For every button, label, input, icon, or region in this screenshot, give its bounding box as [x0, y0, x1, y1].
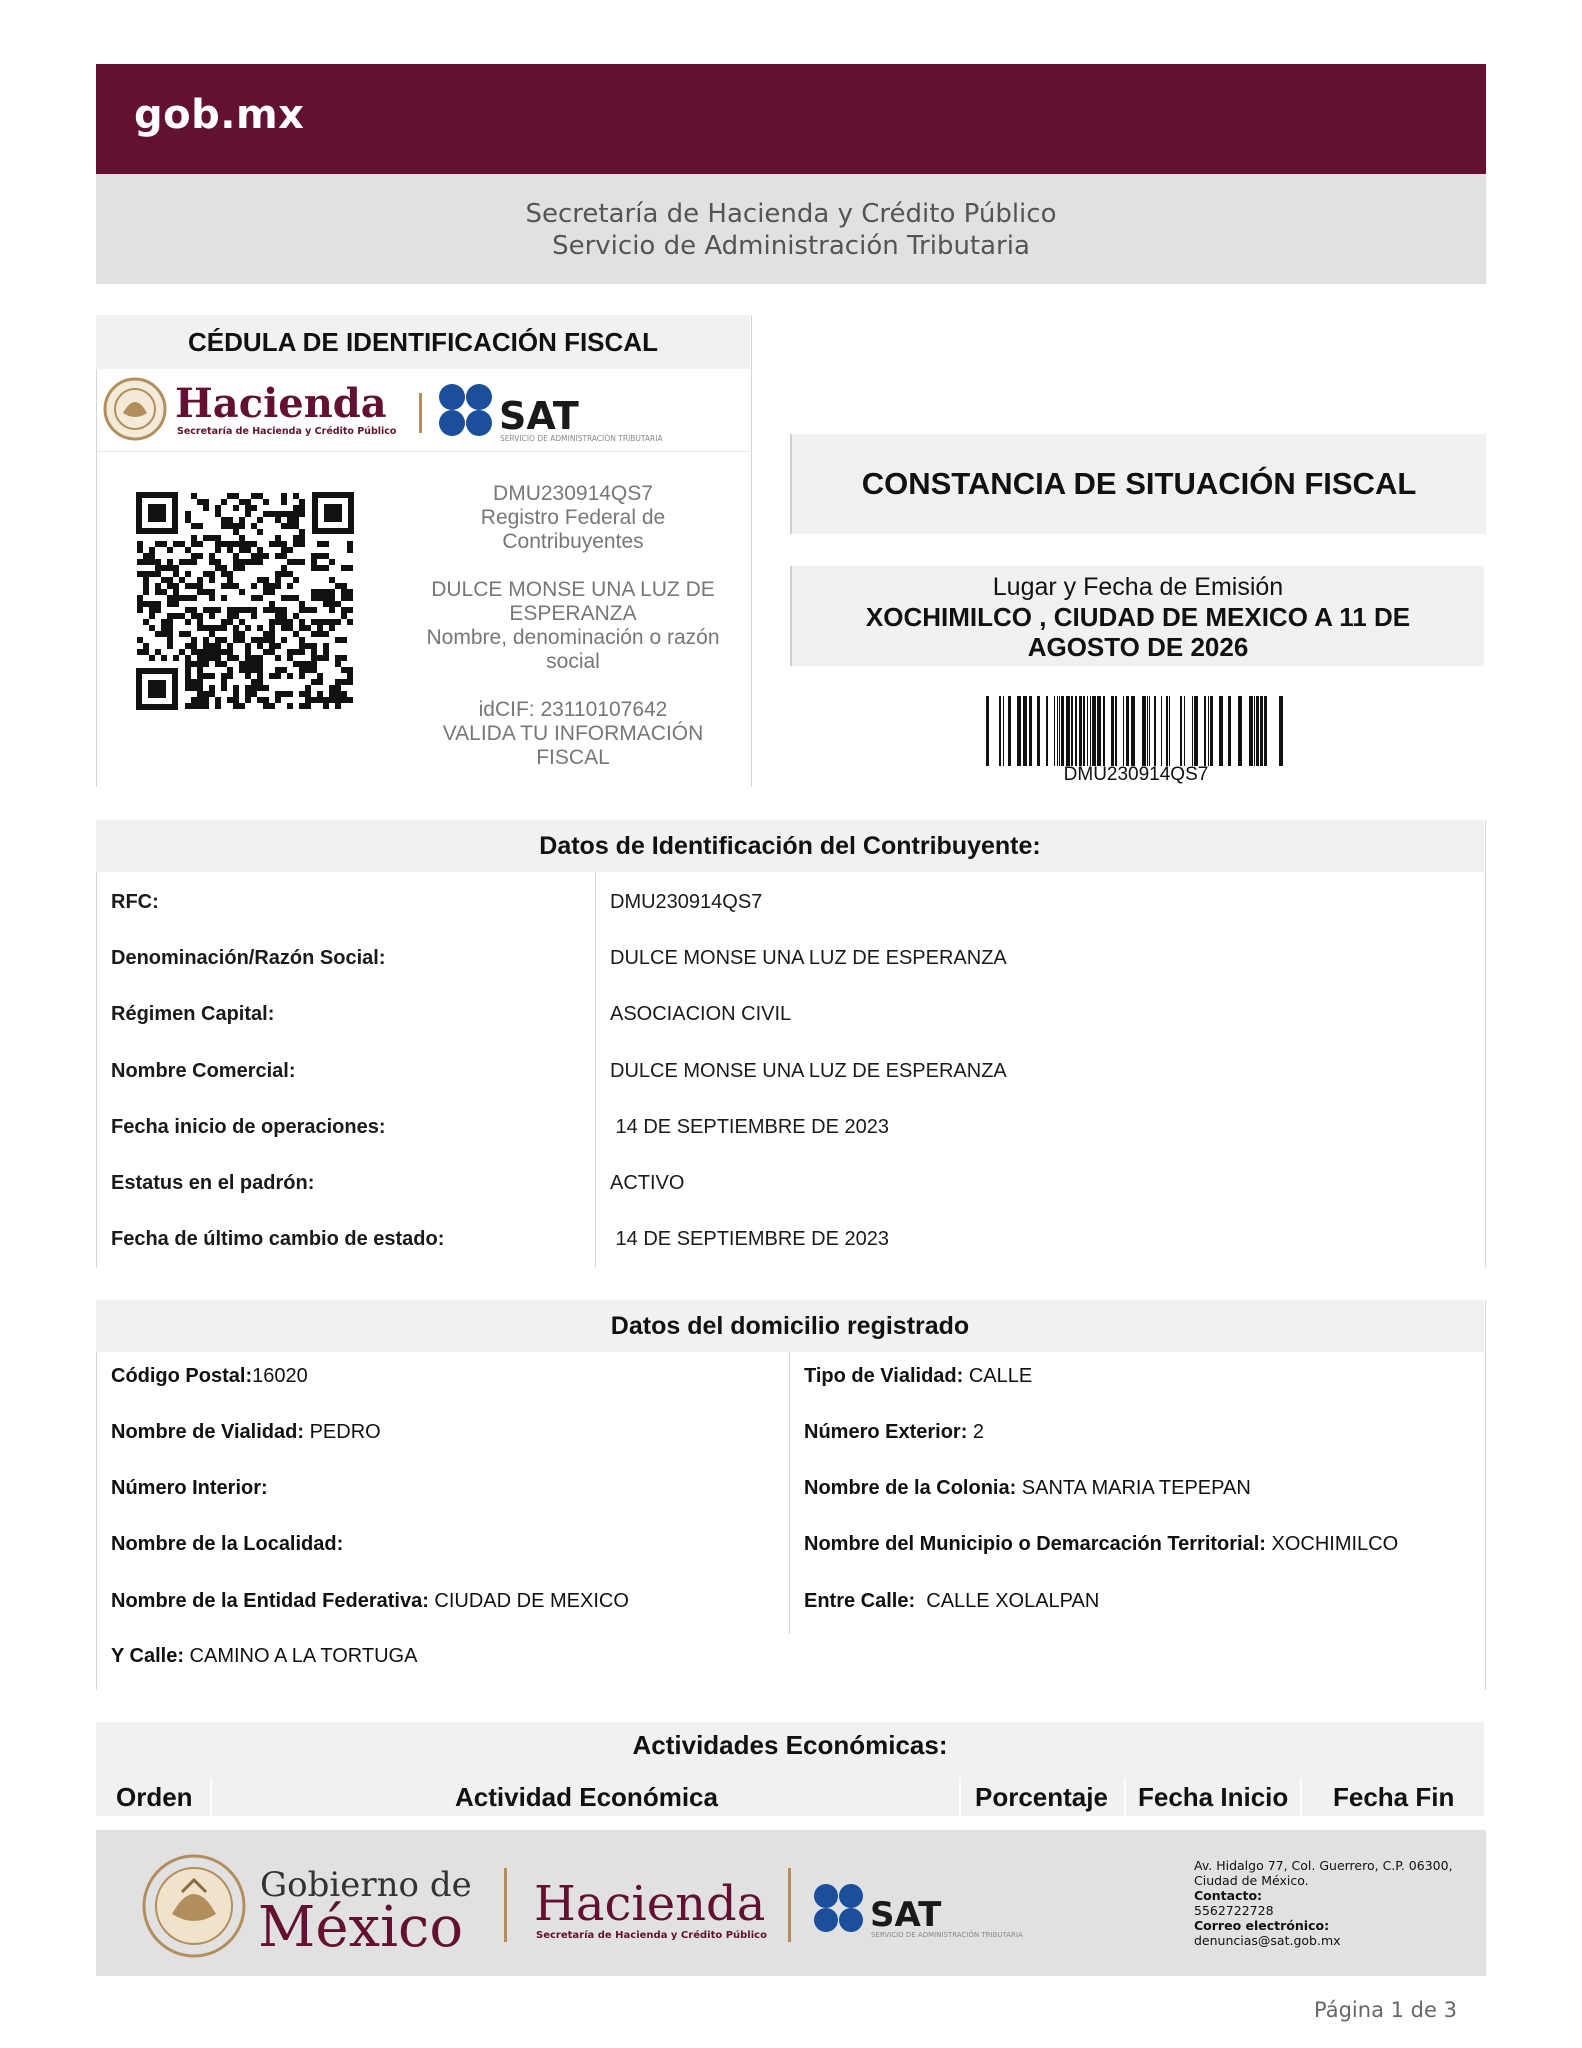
footer-contacto: 5562722728: [1194, 1903, 1274, 1918]
id-label: Régimen Capital:: [111, 1003, 275, 1025]
id-label: Nombre Comercial:: [111, 1060, 296, 1082]
id-row-rfc: [111, 874, 1471, 930]
dom-codigo-postal: Código Postal:16020: [111, 1365, 308, 1387]
gob-mx-logo: gob.mx: [134, 92, 305, 138]
gobierno-line1: Gobierno de: [260, 1865, 472, 1905]
cedula-title: CÉDULA DE IDENTIFICACIÓN FISCAL: [96, 315, 750, 369]
cedula-name: DULCE MONSE UNA LUZ DE ESPERANZA: [431, 578, 715, 625]
col-orden: Orden: [116, 1782, 193, 1812]
sat-logo-text: SAT: [499, 394, 579, 438]
barcode-text: DMU230914QS7: [1063, 764, 1209, 785]
footer-address-line2: Ciudad de México.: [1194, 1873, 1309, 1888]
footer-correo-label: Correo electrónico:: [1194, 1918, 1330, 1933]
dom-tipo-vialidad: Tipo de Vialidad: CALLE: [804, 1365, 1033, 1387]
dom-colonia: Nombre de la Colonia: SANTA MARIA TEPEPAN: [804, 1477, 1251, 1499]
hacienda-logo-text: Hacienda: [175, 380, 387, 427]
footer-contact: [1194, 1858, 1474, 1948]
qr-code: [136, 492, 354, 710]
barcode: [986, 696, 1286, 766]
cedula-rfc: DMU230914QS7: [493, 482, 653, 505]
sat-logo-icon: [439, 384, 492, 436]
national-seal-icon: [105, 379, 165, 439]
id-label: Estatus en el padrón:: [111, 1172, 315, 1194]
qr-finder-top-left: [136, 492, 178, 534]
domicilio-title: Datos del domicilio registrado: [96, 1300, 1484, 1352]
id-row-regimen: [111, 986, 1471, 1042]
footer-sat: SAT: [870, 1895, 942, 1935]
col-actividad: Actividad Económica: [455, 1782, 718, 1812]
lugar-label: Lugar y Fecha de Emisión: [992, 573, 1284, 601]
constancia-title: CONSTANCIA DE SITUACIÓN FISCAL: [790, 434, 1486, 534]
id-value: ACTIVO: [610, 1172, 685, 1194]
id-label: RFC:: [111, 891, 159, 913]
col-fecha-fin: Fecha Fin: [1333, 1782, 1455, 1812]
id-label: Fecha de último cambio de estado:: [111, 1228, 445, 1250]
id-row-nombre-comercial: [111, 1043, 1471, 1099]
col-separator: [1124, 1778, 1126, 1816]
col-separator: [1300, 1778, 1302, 1816]
gob-header-bar: [96, 64, 1486, 174]
dom-numero-interior: Número Interior:: [111, 1477, 268, 1499]
footer-contacto-label: Contacto:: [1194, 1888, 1263, 1903]
secretaria-name: Secretaría de Hacienda y Crédito Público: [525, 199, 1057, 229]
dom-numero-exterior: Número Exterior: 2: [804, 1421, 985, 1443]
dom-y-calle: Y Calle: CAMINO A LA TORTUGA: [111, 1645, 418, 1667]
gobierno-line2: México: [258, 1895, 464, 1960]
footer-sat-icon: [814, 1884, 863, 1932]
footer-logos: [96, 1830, 1196, 1976]
domicilio-divider: [789, 1352, 790, 1634]
id-value: DULCE MONSE UNA LUZ DE ESPERANZA: [610, 1060, 1007, 1082]
col-separator: [959, 1778, 961, 1816]
qr-finder-bottom-left: [136, 668, 178, 710]
qr-finder-top-right: [312, 492, 354, 534]
cedula-name-caption: Nombre, denominación o razón social: [426, 626, 720, 673]
footer-address-line1: Av. Hidalgo 77, Col. Guerrero, C.P. 06300,: [1194, 1858, 1453, 1873]
id-row-ultimo-cambio: [111, 1211, 1471, 1267]
page-number: Página 1 de 3: [1314, 1998, 1457, 2022]
id-row-fecha-inicio: [111, 1099, 1471, 1155]
id-row-estatus: [111, 1155, 1471, 1211]
sat-logo-sub: SERVICIO DE ADMINISTRACIÓN TRIBUTARIA: [500, 434, 663, 443]
cedula-valida[interactable]: VALIDA TU INFORMACIÓN FISCAL: [442, 722, 704, 769]
dom-entre-calle: Entre Calle: CALLE XOLALPAN: [804, 1590, 1100, 1612]
dom-municipio: Nombre del Municipio o Demarcación Territorial: XOCHIMILCO: [804, 1533, 1399, 1555]
footer-sat-sub: SERVICIO DE ADMINISTRACIÓN TRIBUTARIA: [871, 1931, 1023, 1939]
id-value: 14 DE SEPTIEMBRE DE 2023: [610, 1228, 890, 1250]
footer-correo[interactable]: denuncias@sat.gob.mx: [1194, 1933, 1341, 1948]
id-label: Denominación/Razón Social:: [111, 947, 386, 969]
lugar-value-line1: XOCHIMILCO , CIUDAD DE MEXICO A 11 DE: [865, 602, 1411, 632]
col-porcentaje: Porcentaje: [975, 1782, 1108, 1812]
servicio-name: Servicio de Administración Tributaria: [552, 231, 1030, 261]
footer-hacienda-sub: Secretaría de Hacienda y Crédito Público: [536, 1930, 767, 1941]
hacienda-sat-logos: [97, 369, 749, 451]
dom-entidad-federativa: Nombre de la Entidad Federativa: CIUDAD DE MEXICO: [111, 1590, 629, 1612]
lugar-fecha-box: [790, 566, 1484, 666]
secretaria-band: [96, 174, 1486, 284]
cedula-idcif: idCIF: 23110107642: [478, 698, 668, 721]
id-value: DMU230914QS7: [610, 891, 763, 913]
lugar-value-line2: AGOSTO DE 2026: [1027, 632, 1249, 662]
id-value: DULCE MONSE UNA LUZ DE ESPERANZA: [610, 947, 1007, 969]
id-value: ASOCIACION CIVIL: [610, 1003, 792, 1025]
cedula-info: [420, 482, 726, 770]
dom-localidad: Nombre de la Localidad:: [111, 1533, 344, 1555]
cedula-rfc-caption: Registro Federal de Contribuyentes: [480, 506, 666, 553]
id-row-razon-social: [111, 930, 1471, 986]
dom-nombre-vialidad: Nombre de Vialidad: PEDRO: [111, 1421, 381, 1443]
cedula-logos-row: [97, 369, 749, 452]
footer-hacienda: Hacienda: [534, 1876, 766, 1932]
id-label: Fecha inicio de operaciones:: [111, 1116, 386, 1138]
hacienda-logo-sub: Secretaría de Hacienda y Crédito Público: [177, 426, 397, 437]
identificacion-title: Datos de Identificación del Contribuyente:: [96, 820, 1484, 872]
domicilio-panel: [96, 1300, 1486, 1690]
col-fecha-inicio: Fecha Inicio: [1138, 1782, 1289, 1812]
escudo-nacional-icon: [144, 1856, 244, 1956]
actividades-title: Actividades Económicas:: [632, 1730, 948, 1760]
id-value: 14 DE SEPTIEMBRE DE 2023: [610, 1116, 890, 1138]
col-separator: [210, 1778, 212, 1816]
